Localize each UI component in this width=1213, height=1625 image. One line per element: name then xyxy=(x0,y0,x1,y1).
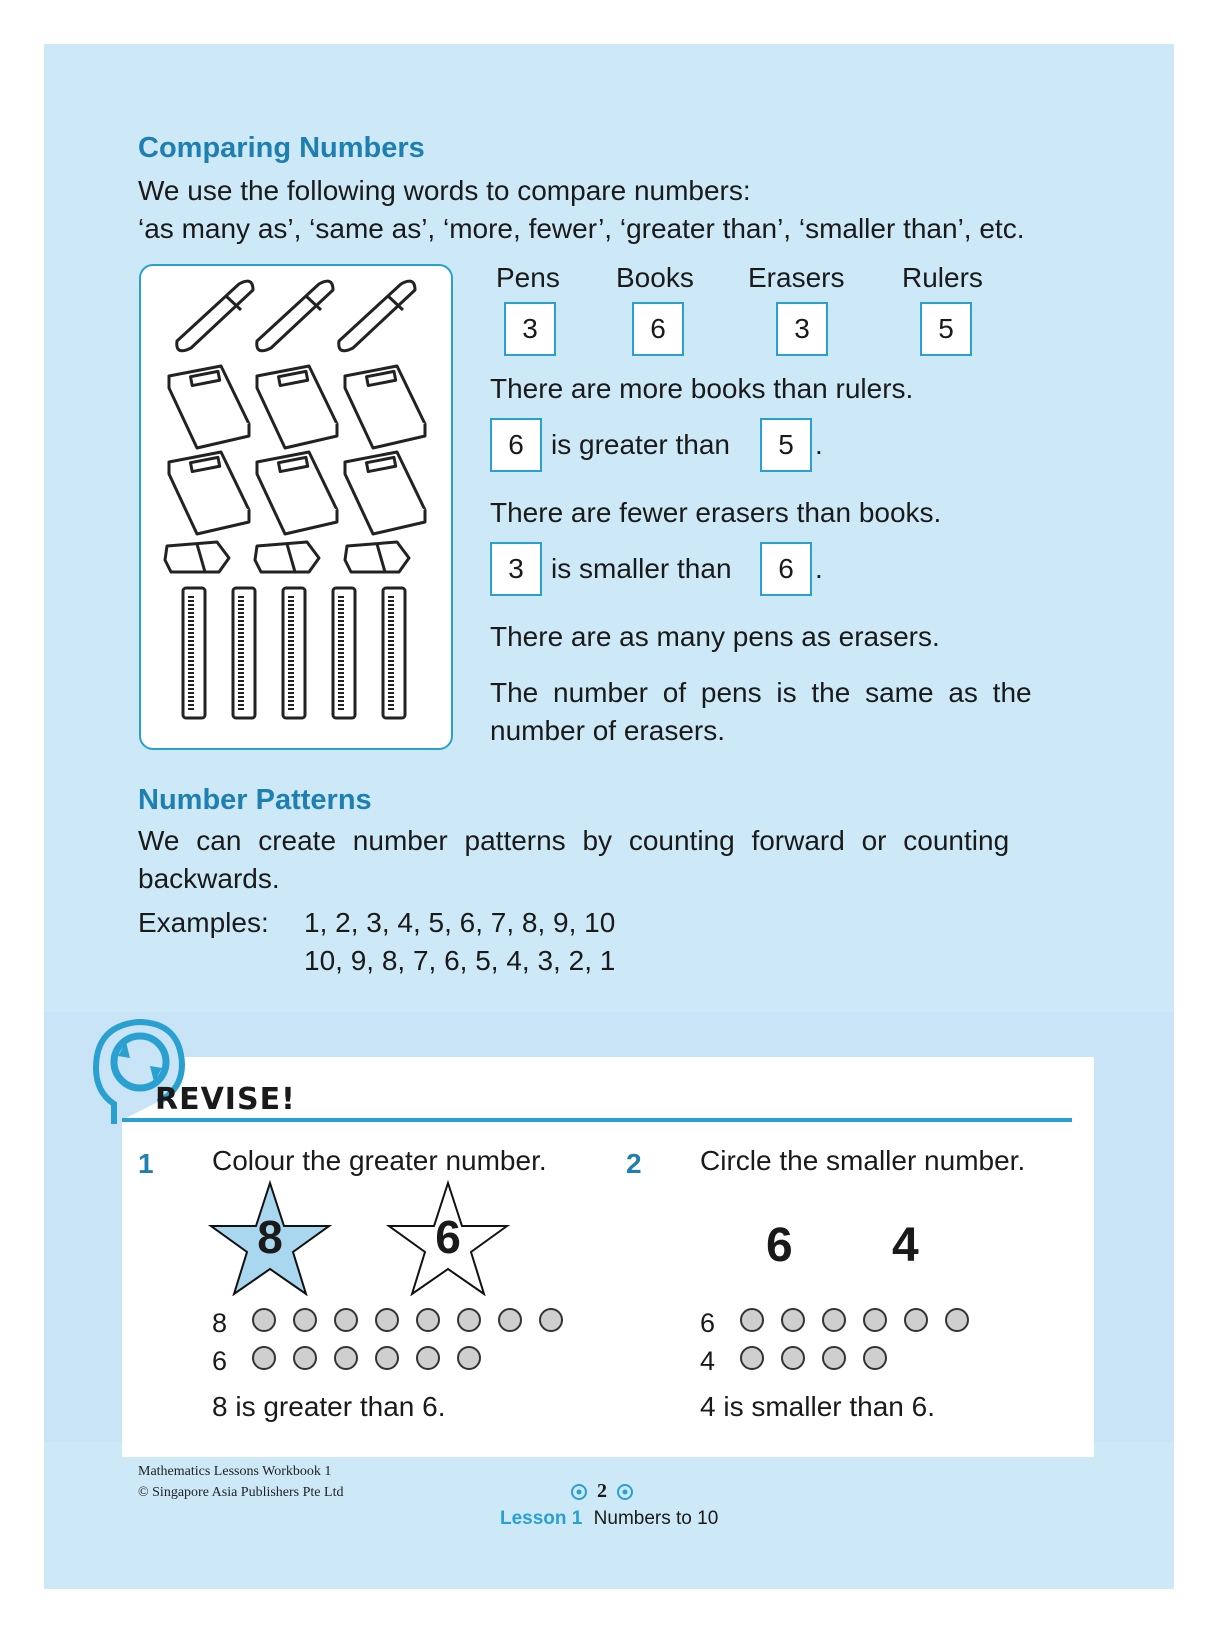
book-icon xyxy=(257,366,337,448)
counter-dot xyxy=(457,1308,481,1332)
smaller-left-box: 3 xyxy=(490,542,542,596)
q1-row-b-label: 6 xyxy=(212,1346,228,1376)
counter-dot xyxy=(293,1346,317,1370)
q2-row-b-label: 4 xyxy=(700,1346,716,1376)
examples-label: Examples: xyxy=(138,907,269,938)
book-icon xyxy=(345,366,425,448)
comparing-intro-1: We use the following words to compare numbers: xyxy=(138,175,751,206)
page-number: 2 xyxy=(597,1480,607,1502)
count-rulers: 5 xyxy=(920,302,972,356)
lesson-label: Lesson 1 xyxy=(500,1508,583,1529)
counter-dot xyxy=(375,1346,399,1370)
statement-same-1: The number of pens is the same as the xyxy=(490,677,1032,708)
star-greater[interactable] xyxy=(208,1180,332,1296)
pen-icon xyxy=(177,281,253,351)
q2-dot-row-a xyxy=(700,1308,986,1339)
example-forward: 1, 2, 3, 4, 5, 6, 7, 8, 9, 10 xyxy=(304,907,616,938)
q1-row-a-label: 8 xyxy=(212,1308,228,1338)
q1-number: 1 xyxy=(138,1148,154,1179)
footer-book-title: Mathematics Lessons Workbook 1 xyxy=(138,1464,332,1479)
pen-icon xyxy=(257,281,333,351)
comparing-intro-2: ‘as many as’, ‘same as’, ‘more, fewer’, ‘greater than’, ‘smaller than’, etc. xyxy=(138,213,1025,244)
items-illustration xyxy=(139,264,453,750)
eraser-icon xyxy=(165,542,229,572)
greater-period: . xyxy=(815,429,823,460)
counter-dot xyxy=(781,1346,805,1370)
greater-right-box: 5 xyxy=(760,418,812,472)
counter-dot xyxy=(539,1308,563,1332)
q1-dot-row-a xyxy=(212,1308,580,1339)
smaller-text: is smaller than xyxy=(551,553,732,584)
counter-dot xyxy=(863,1308,887,1332)
q2-number: 2 xyxy=(626,1148,642,1179)
star-smaller-number: 6 xyxy=(435,1211,461,1263)
q2-instruction: Circle the smaller number. xyxy=(700,1145,1026,1176)
statement-more: There are more books than rulers. xyxy=(490,373,914,404)
counter-dot xyxy=(375,1308,399,1332)
ruler-icon xyxy=(383,588,405,718)
items-illustration-svg xyxy=(141,266,451,748)
counter-dot xyxy=(740,1308,764,1332)
patterns-text-1: We can create number patterns by counting forward or counting xyxy=(138,825,1010,856)
smaller-right-box: 6 xyxy=(760,542,812,596)
counter-dot xyxy=(457,1346,481,1370)
counter-dot xyxy=(416,1308,440,1332)
star-smaller[interactable] xyxy=(386,1180,510,1296)
header-rulers: Rulers xyxy=(902,262,983,293)
q1-instruction: Colour the greater number. xyxy=(212,1145,547,1176)
count-pens: 3 xyxy=(504,302,556,356)
ruler-icon xyxy=(233,588,255,718)
pen-icon xyxy=(339,281,415,351)
counter-dot xyxy=(334,1308,358,1332)
patterns-title: Number Patterns xyxy=(138,784,372,816)
eraser-icon xyxy=(345,542,409,572)
counter-dot xyxy=(904,1308,928,1332)
statement-as-many: There are as many pens as erasers. xyxy=(490,621,940,652)
counter-dot xyxy=(498,1308,522,1332)
counter-dot xyxy=(945,1308,969,1332)
counter-dot xyxy=(740,1346,764,1370)
target-dot-icon xyxy=(570,1483,588,1501)
q2-answer: 4 is smaller than 6. xyxy=(700,1391,935,1422)
counter-dot xyxy=(781,1308,805,1332)
header-pens: Pens xyxy=(496,262,560,293)
q2-row-a-label: 6 xyxy=(700,1308,716,1338)
ruler-icon xyxy=(283,588,305,718)
counter-dot xyxy=(863,1346,887,1370)
ruler-icon xyxy=(183,588,205,718)
counter-dot xyxy=(252,1308,276,1332)
statement-fewer: There are fewer erasers than books. xyxy=(490,497,942,528)
count-erasers: 3 xyxy=(776,302,828,356)
book-icon xyxy=(345,452,425,534)
q1-dot-row-b xyxy=(212,1346,498,1377)
ruler-icon xyxy=(333,588,355,718)
lesson-title: Numbers to 10 xyxy=(593,1508,719,1529)
target-dot-icon xyxy=(616,1483,634,1501)
q2-number-b[interactable]: 4 xyxy=(892,1219,919,1272)
q2-dot-row-b xyxy=(700,1346,904,1377)
header-books: Books xyxy=(616,262,694,293)
book-icon xyxy=(169,452,249,534)
q2-number-a[interactable]: 6 xyxy=(766,1219,793,1272)
book-icon xyxy=(169,366,249,448)
footer-publisher: © Singapore Asia Publishers Pte Ltd xyxy=(138,1485,344,1500)
counter-dot xyxy=(822,1308,846,1332)
greater-left-box: 6 xyxy=(490,418,542,472)
patterns-text-2: backwards. xyxy=(138,863,280,894)
revise-title: REVISE! xyxy=(155,1082,296,1117)
q1-answer: 8 is greater than 6. xyxy=(212,1391,446,1422)
counter-dot xyxy=(293,1308,317,1332)
lesson-footer xyxy=(500,1508,718,1530)
book-icon xyxy=(257,452,337,534)
counter-dot xyxy=(334,1346,358,1370)
counter-dot xyxy=(416,1346,440,1370)
smaller-period: . xyxy=(815,553,823,584)
count-books: 6 xyxy=(632,302,684,356)
eraser-icon xyxy=(255,542,319,572)
revise-divider xyxy=(122,1118,1072,1122)
header-erasers: Erasers xyxy=(748,262,845,293)
example-backward: 10, 9, 8, 7, 6, 5, 4, 3, 2, 1 xyxy=(304,945,616,976)
comparing-title: Comparing Numbers xyxy=(138,132,425,164)
counter-dot xyxy=(252,1346,276,1370)
page-number-group xyxy=(570,1480,634,1503)
counter-dot xyxy=(822,1346,846,1370)
statement-same-2: number of erasers. xyxy=(490,715,725,746)
greater-text: is greater than xyxy=(551,429,730,460)
star-greater-number: 8 xyxy=(257,1211,283,1263)
